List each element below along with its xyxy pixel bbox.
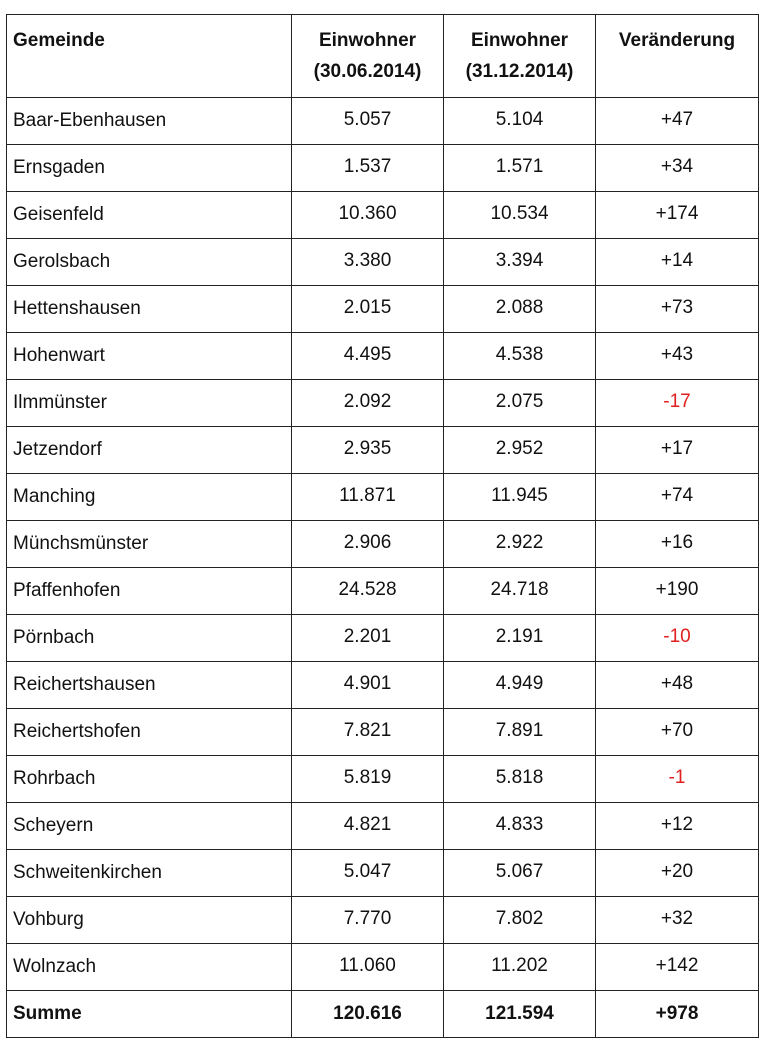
table-footer bbox=[7, 991, 759, 1038]
row-gemeinde: Baar-Ebenhausen bbox=[7, 98, 292, 145]
row-gemeinde: Hettenshausen bbox=[7, 286, 292, 333]
header-gemeinde: Gemeinde bbox=[7, 15, 292, 98]
row-pop-june: 2.906 bbox=[292, 521, 444, 568]
row-pop-dec: 5.067 bbox=[444, 850, 596, 897]
row-gemeinde: Reichertshausen bbox=[7, 662, 292, 709]
row-pop-dec: 2.088 bbox=[444, 286, 596, 333]
row-pop-dec: 5.104 bbox=[444, 98, 596, 145]
table-row bbox=[7, 897, 759, 944]
header-einwohner-june bbox=[292, 15, 444, 98]
table-row bbox=[7, 850, 759, 897]
row-change: +142 bbox=[596, 944, 759, 991]
table-row bbox=[7, 803, 759, 850]
table-row bbox=[7, 756, 759, 803]
table-row bbox=[7, 98, 759, 145]
row-pop-june: 7.821 bbox=[292, 709, 444, 756]
row-change: +16 bbox=[596, 521, 759, 568]
total-pop-june: 120.616 bbox=[292, 991, 444, 1038]
header-veraenderung: Veränderung bbox=[596, 15, 759, 98]
row-change: +14 bbox=[596, 239, 759, 286]
table-body bbox=[7, 98, 759, 991]
row-pop-june: 10.360 bbox=[292, 192, 444, 239]
row-pop-june: 11.871 bbox=[292, 474, 444, 521]
row-pop-dec: 2.922 bbox=[444, 521, 596, 568]
row-change: +174 bbox=[596, 192, 759, 239]
row-change: +17 bbox=[596, 427, 759, 474]
header-row bbox=[7, 15, 759, 98]
header-einwohner-june-date: (30.06.2014) bbox=[313, 61, 422, 82]
row-pop-june: 4.821 bbox=[292, 803, 444, 850]
row-change: -10 bbox=[596, 615, 759, 662]
row-change: +12 bbox=[596, 803, 759, 850]
table-row bbox=[7, 521, 759, 568]
row-gemeinde: Vohburg bbox=[7, 897, 292, 944]
row-pop-dec: 4.949 bbox=[444, 662, 596, 709]
row-change: +32 bbox=[596, 897, 759, 944]
population-table-container bbox=[6, 14, 758, 1038]
row-gemeinde: Hohenwart bbox=[7, 333, 292, 380]
header-einwohner-dec-label: Einwohner bbox=[470, 30, 569, 51]
row-pop-june: 2.201 bbox=[292, 615, 444, 662]
row-gemeinde: Reichertshofen bbox=[7, 709, 292, 756]
row-pop-june: 1.537 bbox=[292, 145, 444, 192]
table-row bbox=[7, 662, 759, 709]
row-change: -1 bbox=[596, 756, 759, 803]
row-gemeinde: Münchsmünster bbox=[7, 521, 292, 568]
header-einwohner-june-label: Einwohner bbox=[318, 30, 417, 51]
row-gemeinde: Rohrbach bbox=[7, 756, 292, 803]
row-pop-dec: 11.202 bbox=[444, 944, 596, 991]
table-row bbox=[7, 568, 759, 615]
row-pop-june: 24.528 bbox=[292, 568, 444, 615]
row-change: -17 bbox=[596, 380, 759, 427]
row-change: +74 bbox=[596, 474, 759, 521]
table-row bbox=[7, 944, 759, 991]
table-row bbox=[7, 239, 759, 286]
row-gemeinde: Ernsgaden bbox=[7, 145, 292, 192]
row-pop-dec: 2.952 bbox=[444, 427, 596, 474]
row-pop-june: 7.770 bbox=[292, 897, 444, 944]
row-pop-dec: 4.833 bbox=[444, 803, 596, 850]
row-pop-dec: 1.571 bbox=[444, 145, 596, 192]
row-change: +34 bbox=[596, 145, 759, 192]
row-gemeinde: Wolnzach bbox=[7, 944, 292, 991]
row-pop-june: 4.901 bbox=[292, 662, 444, 709]
row-pop-june: 4.495 bbox=[292, 333, 444, 380]
row-pop-dec: 10.534 bbox=[444, 192, 596, 239]
row-pop-june: 5.047 bbox=[292, 850, 444, 897]
table-row bbox=[7, 709, 759, 756]
table-row bbox=[7, 427, 759, 474]
row-change: +43 bbox=[596, 333, 759, 380]
table-row bbox=[7, 286, 759, 333]
row-pop-june: 5.819 bbox=[292, 756, 444, 803]
row-pop-june: 11.060 bbox=[292, 944, 444, 991]
row-gemeinde: Jetzendorf bbox=[7, 427, 292, 474]
row-gemeinde: Pfaffenhofen bbox=[7, 568, 292, 615]
table-row bbox=[7, 145, 759, 192]
table-header bbox=[7, 15, 759, 98]
table-row bbox=[7, 615, 759, 662]
row-pop-dec: 2.191 bbox=[444, 615, 596, 662]
row-gemeinde: Geisenfeld bbox=[7, 192, 292, 239]
row-gemeinde: Gerolsbach bbox=[7, 239, 292, 286]
total-label: Summe bbox=[7, 991, 292, 1038]
row-pop-june: 2.015 bbox=[292, 286, 444, 333]
row-gemeinde: Scheyern bbox=[7, 803, 292, 850]
table-row bbox=[7, 474, 759, 521]
row-gemeinde: Manching bbox=[7, 474, 292, 521]
row-pop-dec: 4.538 bbox=[444, 333, 596, 380]
table-row bbox=[7, 333, 759, 380]
row-change: +190 bbox=[596, 568, 759, 615]
row-gemeinde: Pörnbach bbox=[7, 615, 292, 662]
row-pop-dec: 5.818 bbox=[444, 756, 596, 803]
total-change: +978 bbox=[596, 991, 759, 1038]
population-table bbox=[6, 14, 759, 1038]
row-pop-june: 5.057 bbox=[292, 98, 444, 145]
row-pop-dec: 7.802 bbox=[444, 897, 596, 944]
row-change: +48 bbox=[596, 662, 759, 709]
row-pop-june: 2.092 bbox=[292, 380, 444, 427]
header-einwohner-dec-date: (31.12.2014) bbox=[465, 61, 574, 82]
row-pop-june: 3.380 bbox=[292, 239, 444, 286]
row-pop-dec: 24.718 bbox=[444, 568, 596, 615]
row-pop-dec: 2.075 bbox=[444, 380, 596, 427]
row-pop-dec: 7.891 bbox=[444, 709, 596, 756]
row-gemeinde: Ilmmünster bbox=[7, 380, 292, 427]
row-pop-june: 2.935 bbox=[292, 427, 444, 474]
table-row bbox=[7, 192, 759, 239]
total-row bbox=[7, 991, 759, 1038]
row-pop-dec: 11.945 bbox=[444, 474, 596, 521]
row-change: +47 bbox=[596, 98, 759, 145]
total-pop-dec: 121.594 bbox=[444, 991, 596, 1038]
row-change: +70 bbox=[596, 709, 759, 756]
header-einwohner-dec bbox=[444, 15, 596, 98]
row-gemeinde: Schweitenkirchen bbox=[7, 850, 292, 897]
table-row bbox=[7, 380, 759, 427]
row-pop-dec: 3.394 bbox=[444, 239, 596, 286]
row-change: +73 bbox=[596, 286, 759, 333]
row-change: +20 bbox=[596, 850, 759, 897]
